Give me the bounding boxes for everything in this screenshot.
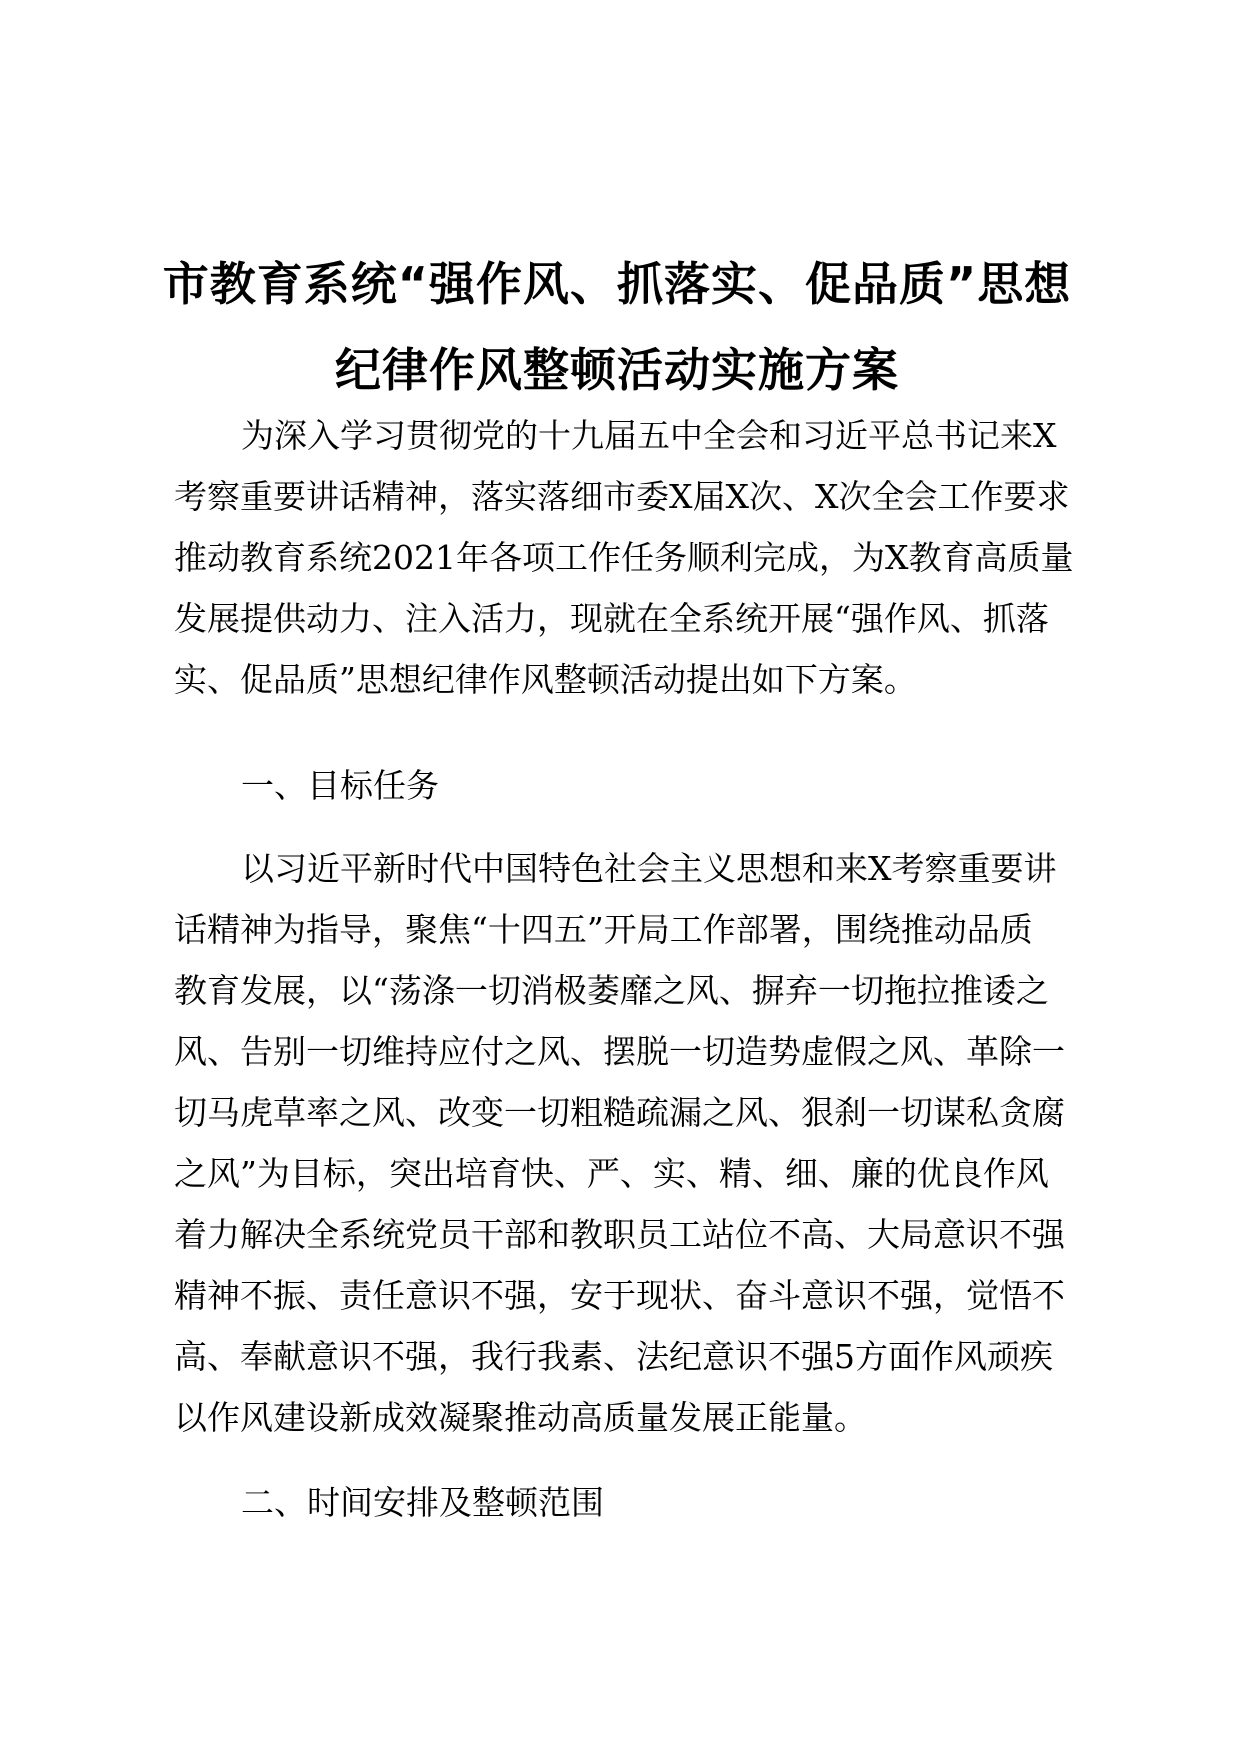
section-heading-schedule: 二、时间安排及整顿范围 xyxy=(241,1483,604,1522)
paragraph-line: 以习近平新时代中国特色社会主义思想和来X考察重要讲 xyxy=(241,849,1057,888)
paragraph-line: 精神不振、责任意识不强，安于现状、奋斗意识不强，觉悟不 xyxy=(174,1276,1065,1315)
paragraph-line: 切马虎草率之风、改变一切粗糙疏漏之风、狠刹一切谋私贪腐 xyxy=(174,1093,1065,1132)
paragraph-line: 考察重要讲话精神，落实落细市委X届X次、X次全会工作要求 xyxy=(174,477,1070,516)
paragraph-line: 为深入学习贯彻党的十九届五中全会和习近平总书记来X xyxy=(241,416,1057,455)
document-title-line-1: 市教育系统“强作风、抓落实、促品质”思想 xyxy=(162,257,1072,311)
goals-paragraph xyxy=(174,838,1094,1448)
paragraph-line: 推动教育系统2021年各项工作任务顺利完成，为X教育高质量 xyxy=(174,538,1074,577)
paragraph-line: 高、奉献意识不强，我行我素、法纪意识不强5方面作风顽疾 xyxy=(174,1337,1053,1376)
paragraph-line: 话精神为指导，聚焦“十四五”开局工作部署，围绕推动品质 xyxy=(174,910,1033,949)
document-title-line-2: 纪律作风整顿活动实施方案 xyxy=(335,343,899,397)
paragraph-line: 教育发展，以“荡涤一切消极萎靡之风、摒弃一切拖拉推诿之 xyxy=(174,971,1049,1010)
paragraph-line: 实、促品质”思想纪律作风整顿活动提出如下方案。 xyxy=(174,660,917,699)
intro-paragraph xyxy=(174,405,1094,710)
paragraph-line: 着力解决全系统党员干部和教职员工站位不高、大局意识不强 xyxy=(174,1215,1065,1254)
paragraph-line: 之风”为目标，突出培育快、严、实、精、细、廉的优良作风 xyxy=(174,1154,1049,1193)
paragraph-line: 以作风建设新成效凝聚推动高质量发展正能量。 xyxy=(174,1398,867,1437)
paragraph-line: 发展提供动力、注入活力，现就在全系统开展“强作风、抓落 xyxy=(174,599,1049,638)
paragraph-line: 风、告别一切维持应付之风、摆脱一切造势虚假之风、革除一 xyxy=(174,1032,1065,1071)
section-heading-goals: 一、目标任务 xyxy=(241,766,439,805)
